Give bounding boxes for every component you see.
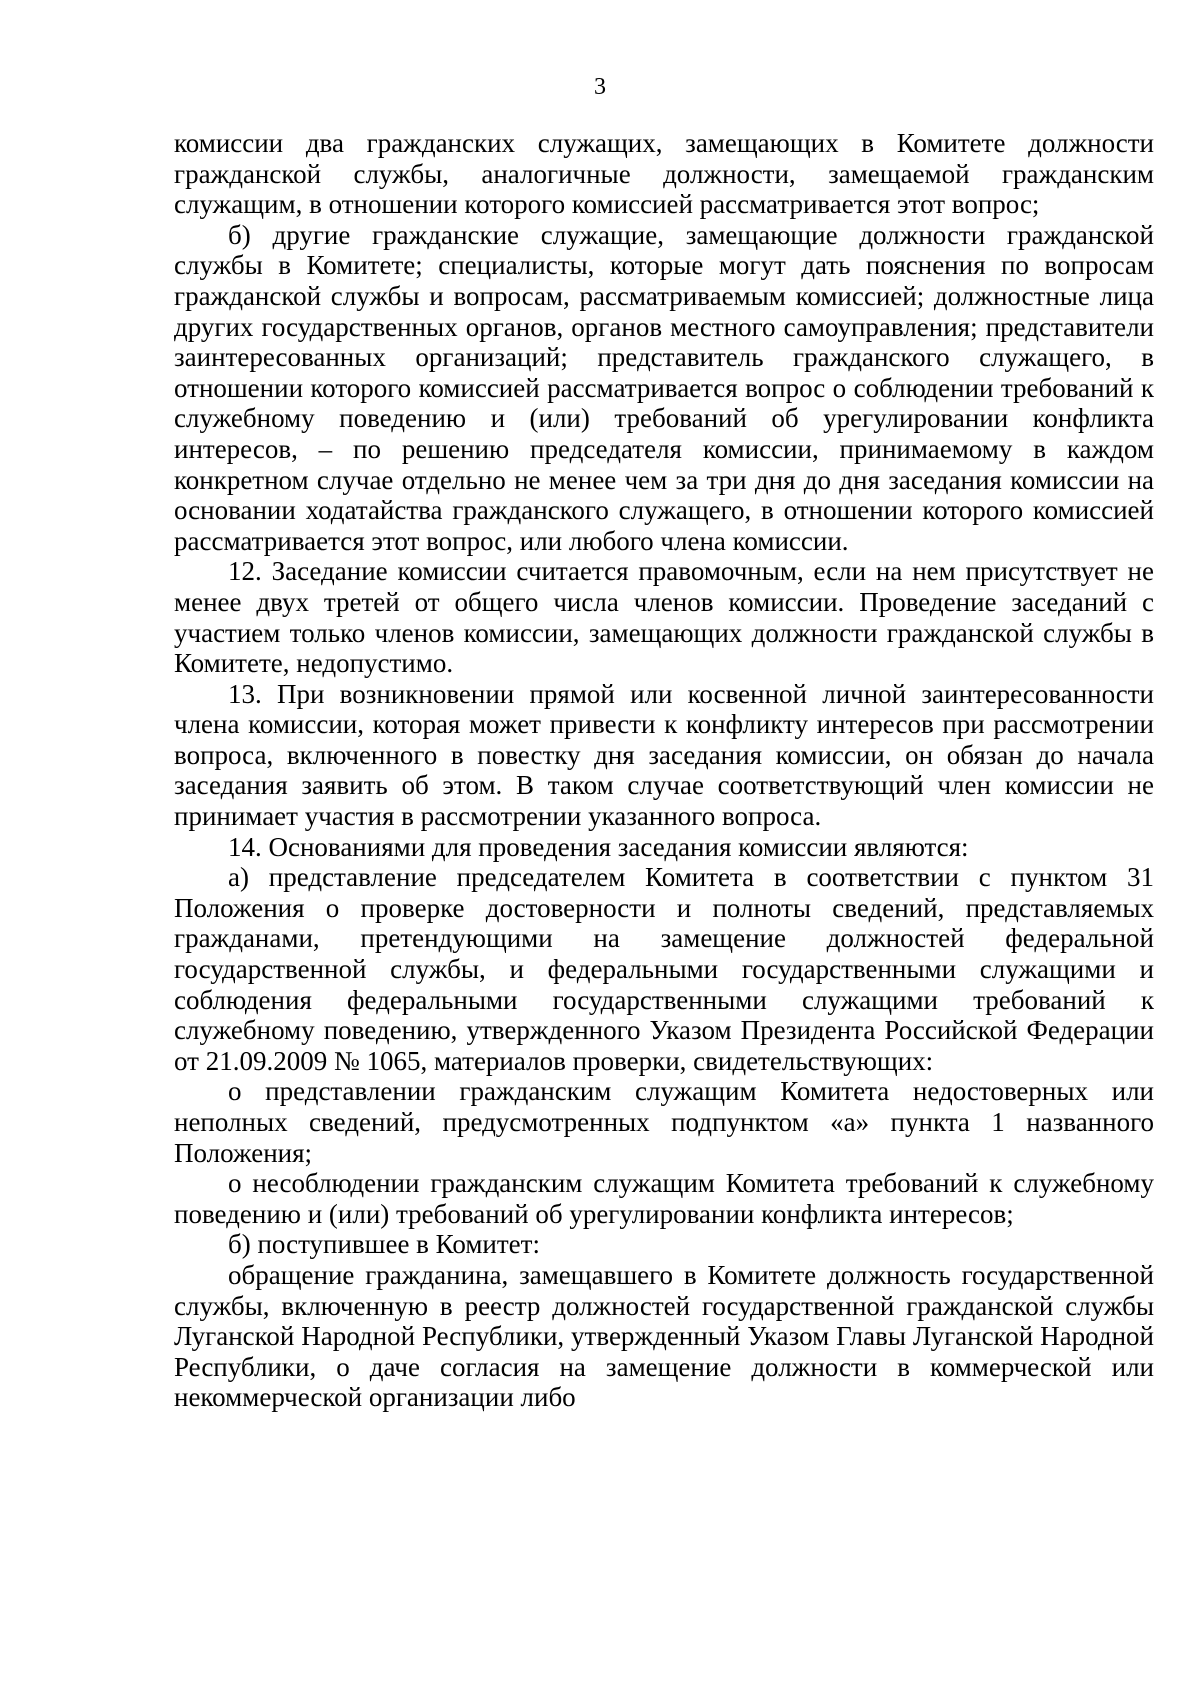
page-number: 3 — [594, 74, 606, 100]
paragraph-continuation: комиссии два гражданских служащих, замещающих в Комитете должности гражданской службы, аналогичные должности, замещаемой гражданским служащим, в отношении которого комиссией рассматривается этот вопрос; — [174, 128, 1154, 220]
paragraph-unreliable-info: о представлении гражданским служащим Комитета недостоверных или неполных сведений, предусмотренных подпунктом «а» пункта 1 названного Положения; — [174, 1076, 1154, 1168]
paragraph-14a-submission: а) представление председателем Комитета в соответствии с пунктом 31 Положения о проверке достоверности и полноты сведений, представляемых гражданами, претендующими на замещение должностей федеральной государственной службы, и федеральными государственными служащими и соблюдения федеральными государственными служащими требований к служебному поведению, утвержденного Указом Президента Российской Федерации от 21.09.2009 № 1065, материалов проверки, свидетельствующих: — [174, 862, 1154, 1076]
paragraph-13-conflict-of-interest: 13. При возникновении прямой или косвенной личной заинтересованности члена комиссии, которая может привести к конфликту интересов при рассмотрении вопроса, включенного в повестку дня заседания комиссии, он обязан до начала заседания заявить об этом. В таком случае соответствующий член комиссии не принимает участия в рассмотрении указанного вопроса. — [174, 678, 1154, 832]
document-body — [174, 128, 1154, 1413]
paragraph-14b-received: б) поступившее в Комитет: — [228, 1229, 540, 1260]
paragraph-12-quorum: 12. Заседание комиссии считается правомочным, если на нем присутствует не менее двух третей от общего числа членов комиссии. Проведение заседаний с участием только членов комиссии, замещающих должности гражданской службы в Комитете, недопустимо. — [174, 556, 1154, 679]
paragraph-14-grounds: 14. Основаниями для проведения заседания комиссии являются: — [228, 831, 969, 862]
paragraph-citizen-appeal: обращение гражданина, замещавшего в Комитете должность государственной службы, включенную в реестр должностей государственной гражданской службы Луганской Народной Республики, утвержденный Указом Главы Луганской Народной Республики, о даче согласия на замещение должности в коммерческой или некоммерческой организации либо — [174, 1259, 1154, 1413]
paragraph-item-b-participants: б) другие гражданские служащие, замещающие должности гражданской службы в Комитете; специалисты, которые могут дать пояснения по вопросам гражданской службы и вопросам, рассматриваемым комиссией; должностные лица других государственных органов, органов местного самоуправления; представители заинтересованных организаций; представитель гражданского служащего, в отношении которого комиссией рассматривается вопрос о соблюдении требований к служебному поведению и (или) требований об урегулировании конфликта интересов, – по решению председателя комиссии, принимаемому в каждом конкретном случае отдельно не менее чем за три дня до дня заседания комиссии на основании ходатайства гражданского служащего, в отношении которого комиссией рассматривается этот вопрос, или любого члена комиссии. — [174, 219, 1154, 556]
paragraph-non-compliance: о несоблюдении гражданским служащим Комитета требований к служебному поведению и (или) требований об урегулировании конфликта интересов; — [174, 1168, 1154, 1229]
